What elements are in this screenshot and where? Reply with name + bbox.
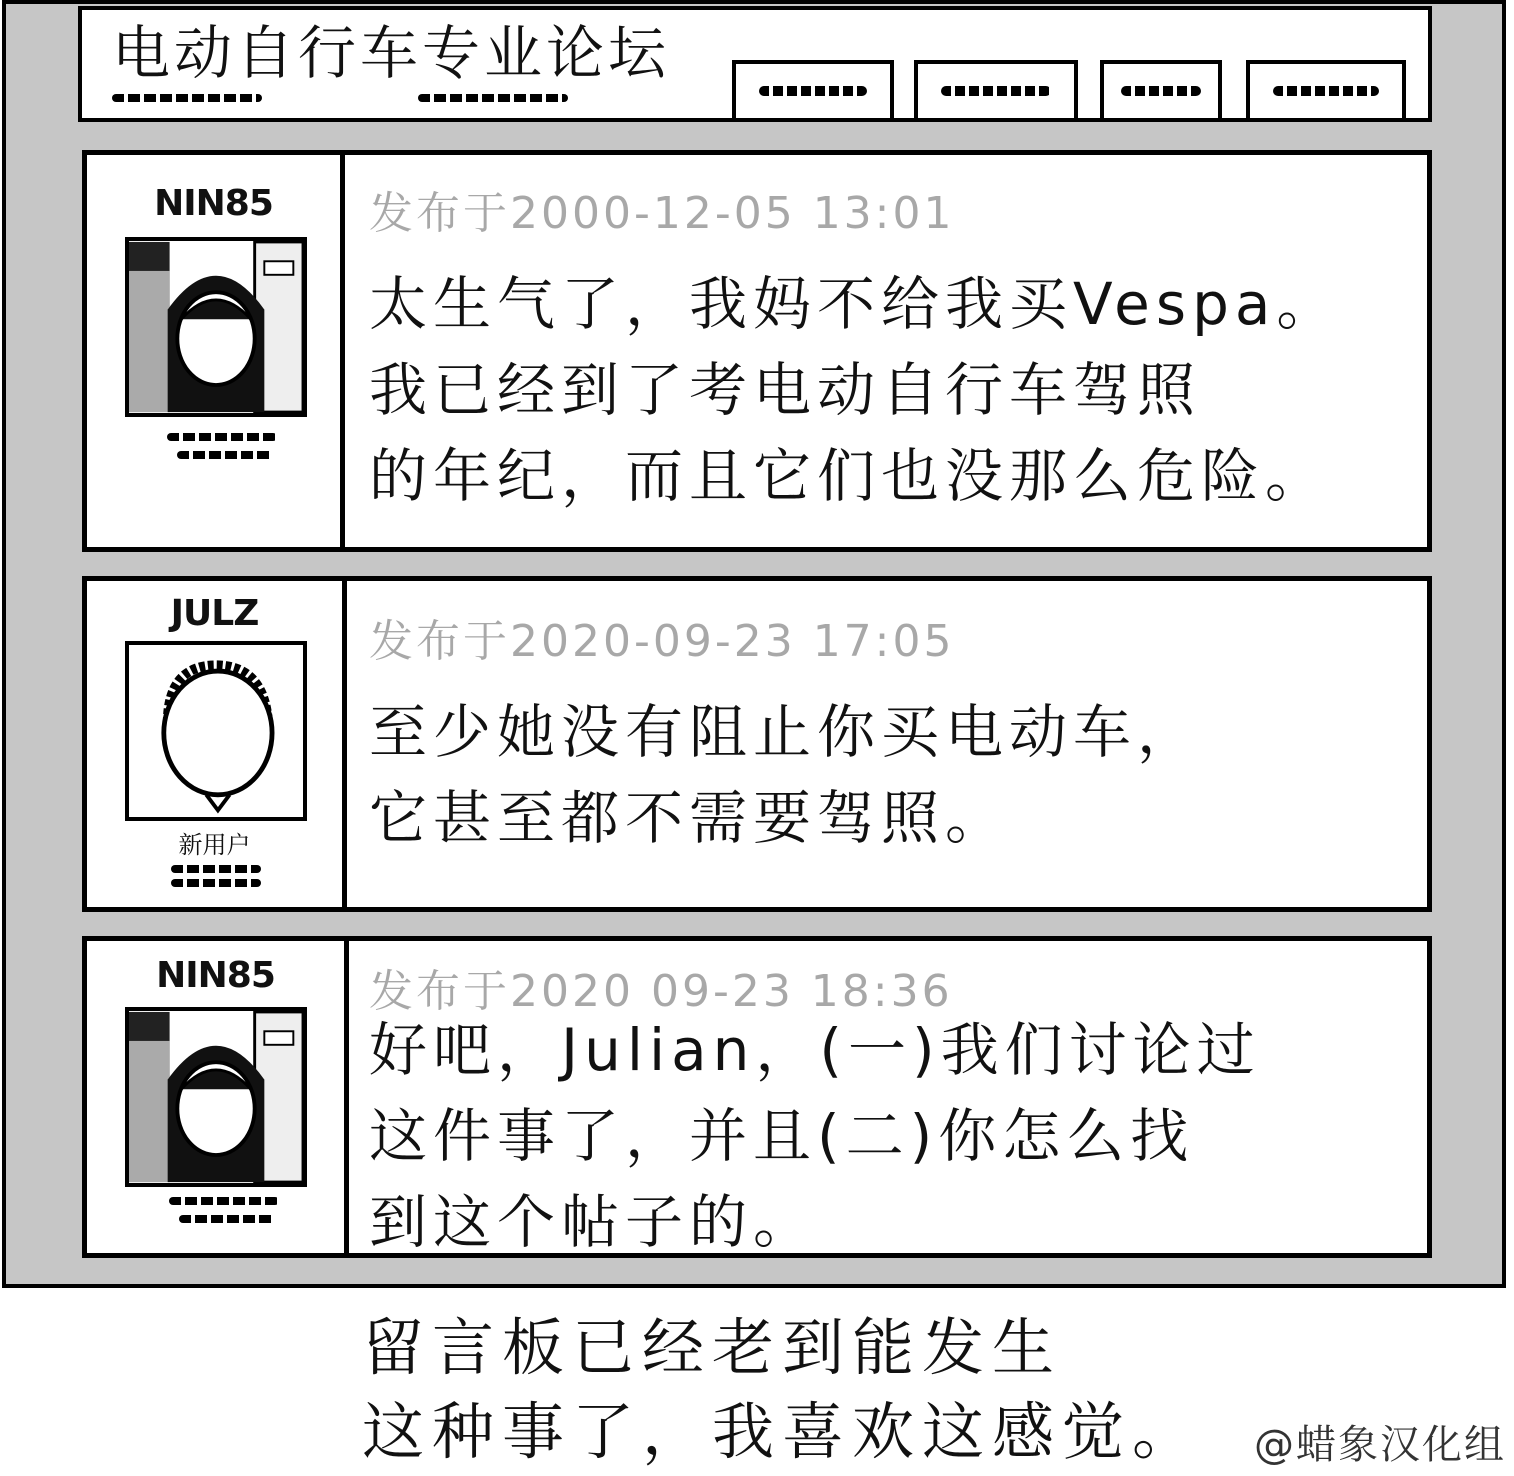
subtitle-scribble — [112, 94, 262, 102]
caption-line: 留言板已经老到能发生 — [362, 1311, 1063, 1384]
post-body — [369, 261, 1340, 519]
post-line: 它甚至都不需要驾照。 — [369, 784, 1010, 852]
nav-tab-3[interactable] — [1100, 60, 1222, 122]
post-line: 到这个帖子的。 — [369, 1188, 818, 1256]
user-info-scribble — [179, 1215, 275, 1223]
avatar[interactable] — [125, 1007, 307, 1187]
boy-avatar-icon — [129, 645, 303, 817]
forum-title[interactable]: 电动自行车专业论坛 — [112, 19, 671, 87]
post-author-panel — [87, 155, 345, 547]
nav-tab-4[interactable] — [1246, 60, 1406, 122]
avatar[interactable] — [125, 641, 307, 821]
post-body — [369, 689, 1201, 861]
girl-avatar-icon — [129, 241, 303, 413]
subtitle-scribble — [418, 94, 568, 102]
post-body — [369, 1007, 1261, 1265]
nav-tab-2[interactable] — [914, 60, 1078, 122]
user-info-scribble — [177, 451, 273, 459]
post-timestamp: 发布于2020 09-23 18:36 — [369, 966, 953, 1017]
post-timestamp: 发布于2000-12-05 13:01 — [369, 188, 955, 239]
post-line: 的年纪，而且它们也没那么危险。 — [369, 442, 1330, 510]
forum-post — [82, 936, 1432, 1258]
tab-label-scribble — [1273, 86, 1379, 96]
user-info-scribble — [167, 433, 277, 441]
avatar[interactable] — [125, 237, 307, 417]
username[interactable]: JULZ — [170, 593, 259, 634]
post-timestamp: 发布于2020-09-23 17:05 — [369, 616, 955, 667]
nav-tab-1[interactable] — [732, 60, 894, 122]
post-line: 至少她没有阻止你买电动车， — [369, 698, 1202, 766]
forum-post — [82, 576, 1432, 912]
user-info-scribble — [171, 879, 261, 887]
tab-label-scribble — [941, 86, 1050, 96]
tab-label-scribble — [1121, 86, 1201, 96]
post-author-panel — [87, 941, 349, 1253]
girl-avatar-icon — [129, 1011, 303, 1183]
comic-caption — [362, 1306, 1202, 1474]
caption-line: 这种事了，我喜欢这感觉。 — [362, 1395, 1203, 1468]
post-line: 我已经到了考电动自行车驾照 — [369, 356, 1202, 424]
tab-label-scribble — [759, 86, 867, 96]
user-info-scribble — [171, 865, 261, 873]
user-role: 新用户 — [178, 831, 251, 859]
username[interactable]: NIN85 — [154, 183, 273, 224]
post-line: 太生气了，我妈不给我买Vespa。 — [369, 270, 1341, 338]
username[interactable]: NIN85 — [156, 955, 275, 996]
forum-header — [78, 6, 1432, 122]
post-author-panel — [87, 581, 347, 907]
forum-post — [82, 150, 1432, 552]
post-line: 这件事了，并且(二)你怎么找 — [369, 1102, 1195, 1170]
watermark: @蜡象汉化组 — [1254, 1422, 1506, 1468]
post-line: 好吧，Julian，(一)我们讨论过 — [369, 1016, 1261, 1084]
user-info-scribble — [169, 1197, 279, 1205]
